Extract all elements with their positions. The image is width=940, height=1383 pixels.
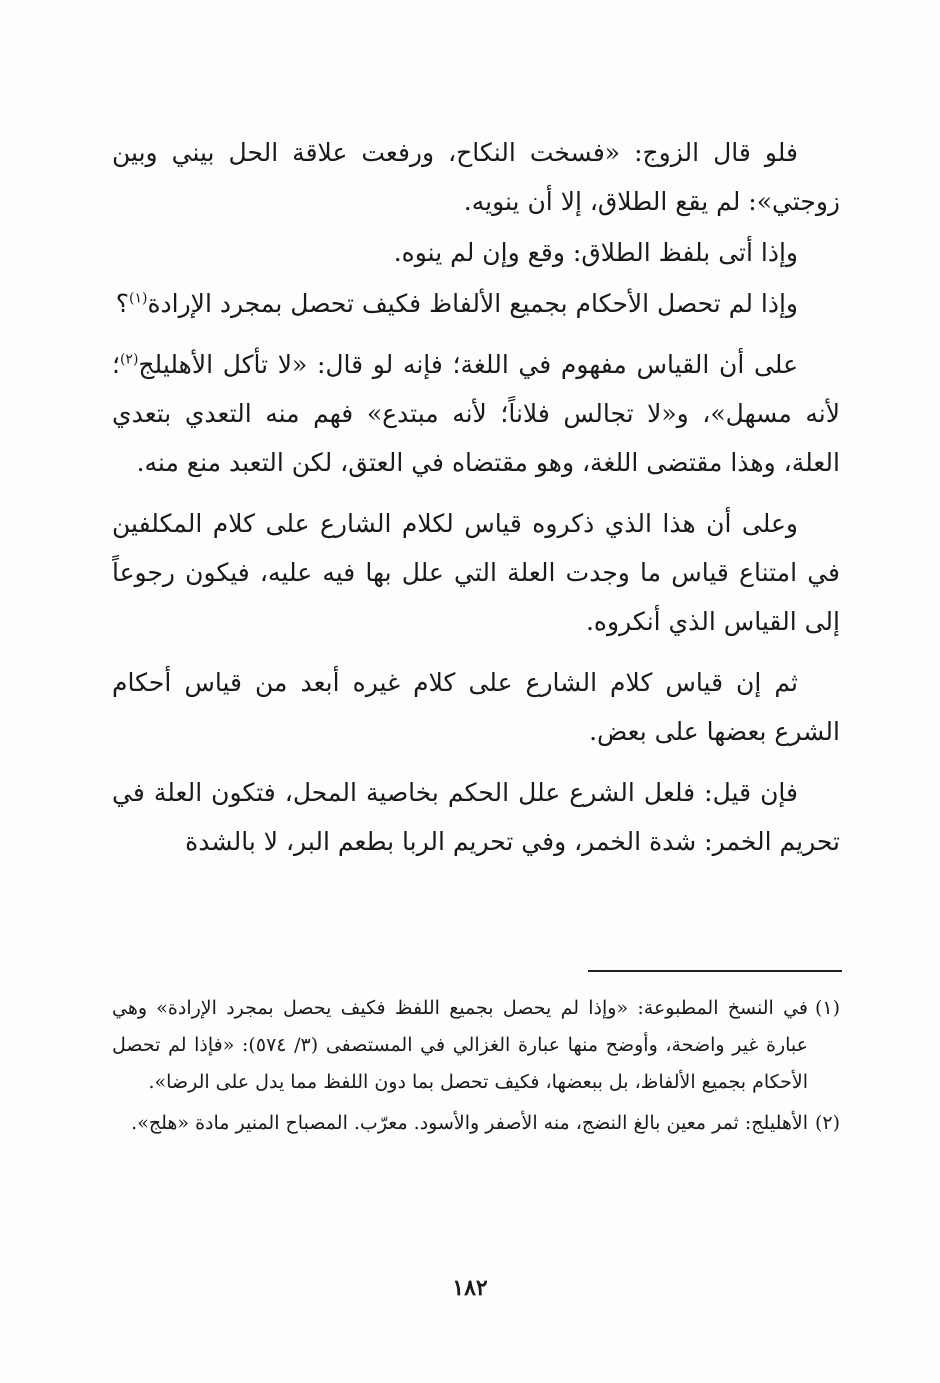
footnote-number: (٢) <box>814 1112 840 1134</box>
footnotes <box>112 990 840 1146</box>
paragraph: وإذا أتى بلفظ الطلاق: وقع وإن لم ينوه. <box>393 238 798 267</box>
paragraph: على أن القياس مفهوم في اللغة؛ فإنه لو قال: «لا تأكل الأهليلج$^{(٢)}$؛ لأنه مسهل»، و«لا تجالس فلاناً؛ لأنه مبتدع» فهم منه التعدي بتعدي العلة، وهذا مقتضى اللغة، وهو مقتضاه في العتق، لكن التعبد منع منه. <box>112 350 840 477</box>
paragraph: وعلى أن هذا الذي ذكروه قياس لكلام الشارع على كلام المكلفين في امتناع قياس ما وجدت العلة التي علل بها فيه عليه، فيكون رجوعاً إلى القياس الذي أنكروه. <box>112 509 840 636</box>
main-text <box>112 128 840 878</box>
page-number: ١٨٢ <box>452 1275 488 1301</box>
footnote <box>112 1105 840 1142</box>
paragraph: ثم إن قياس كلام الشارع على كلام غيره أبعد من قياس أحكام الشرع بعضها على بعض. <box>112 668 840 746</box>
footnote-number: (١) <box>814 997 840 1019</box>
footnote-reference[interactable]: (١) <box>128 290 148 307</box>
paragraph: فإن قيل: فلعل الشرع علل الحكم بخاصية المحل، فتكون العلة في تحريم الخمر: شدة الخمر، وفي تحريم الربا بطعم البر، لا بالشدة <box>112 778 840 856</box>
paragraph: وإذا لم تحصل الأحكام بجميع الألفاظ فكيف تحصل بمجرد الإرادة$^{(١)}$؟ <box>115 289 798 318</box>
footnote-text: في النسخ المطبوعة: «وإذا لم يحصل بجميع اللفظ فكيف يحصل بمجرد الإرادة» وهي عبارة غير واضحة، وأوضح منها عبارة الغزالي في المستصفى (٣/ ٥٧٤): «فإذا لم تحصل الأحكام بجميع الألفاظ، بل ببعضها، فكيف تحصل بما دون اللفظ مما يدل على الرضا». <box>112 997 808 1093</box>
footnote <box>112 990 840 1101</box>
footnote-text: الأهليلج: ثمر معين بالغ النضج، منه الأصفر والأسود. معرّب. المصباح المنير مادة «هلج». <box>131 1112 808 1134</box>
paragraph: فلو قال الزوج: «فسخت النكاح، ورفعت علاقة الحل بيني وبين زوجتي»: لم يقع الطلاق، إلا أن ينويه. <box>112 138 840 216</box>
footnote-separator <box>588 970 842 972</box>
footnote-reference[interactable]: (٢) <box>119 351 139 368</box>
